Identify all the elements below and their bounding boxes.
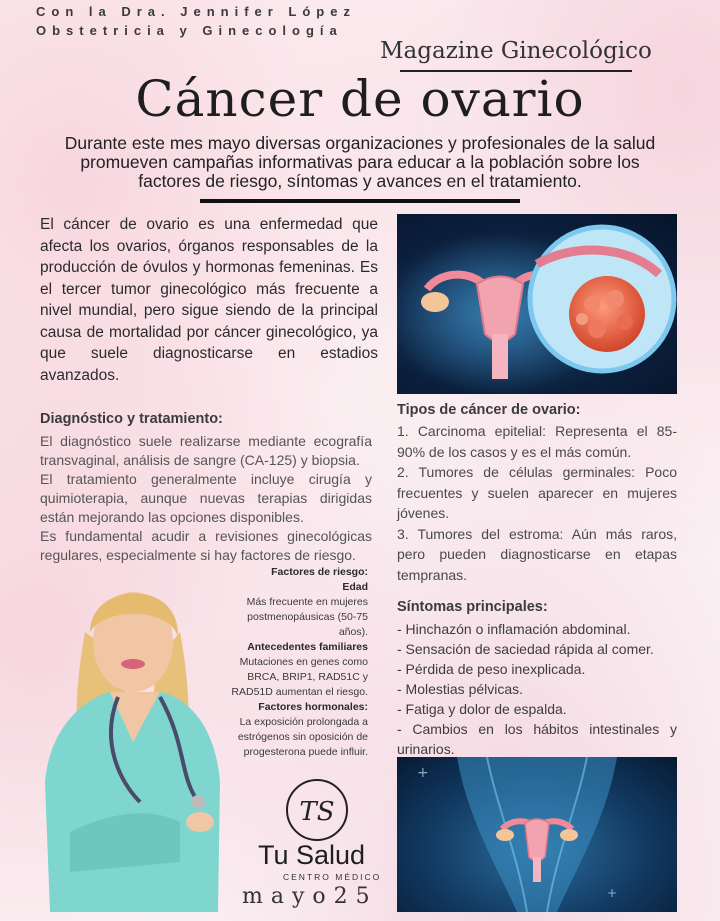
page-title: Cáncer de ovario [135,70,585,128]
cancer-types-list [397,421,677,585]
symptom-item: - Cambios en los hábitos intestinales y urinarios. [397,721,677,757]
symptom-item: - Molestias pélvicas. [397,681,524,697]
diagnosis-paragraph: El diagnóstico suele realizarse mediante ecografía transvaginal, análisis de sangre (CA-125) y biopsia. [40,433,372,468]
family-history-text: Mutaciones en genes como BRCA, BRIP1, RAD51C y RAD51D aumentan el riesgo. [231,656,368,698]
body-paragraph: El cáncer de ovario es una enfermedad que afecta los ovarios, órganos responsables de la producción de óvulos y hormonas femeninas. Es el tercer tumor ginecológico más frecuente a nivel mundial, pero sigue siendo de la principal causa de mortalidad por cáncer ginecológico, ya que suele diagnosticarse en estadios avanzados. [40,216,378,384]
hormonal-factors-text: La exposición prolongada a estrógenos sin oposición de progesterona puede influir. [237,716,368,758]
cancer-type-item: 2. Tumores de células germinales: Poco frecuentes y suelen aparecer en mujeres jóvenes. [397,464,677,521]
uterus-illustration [397,214,677,394]
section-divider [200,199,520,203]
svg-text:+: + [417,765,429,781]
doctor-name-header: Con la Dra. Jennifer López [36,4,356,19]
treatment-paragraph: El tratamiento generalmente incluye cirugía y quimioterapia, aunque nuevas terapias dirigidas están mejorando las opciones disponibles. [40,471,372,525]
symptom-item: - Fatiga y dolor de espalda. [397,701,567,717]
cancer-type-item: 1. Carcinoma epitelial: Representa el 85-90% de los casos y es el más común. [397,423,677,460]
cancer-type-item: 3. Tumores del estroma: Aún más raros, pero pueden diagnosticarse en etapas tempranas. [397,525,677,583]
brand-logo-initials: TS [299,797,335,827]
family-history-label: Antecedentes familiares [247,641,368,653]
issue-date: mayo25 [242,884,378,909]
magazine-label: Magazine Ginecológico [380,38,652,64]
symptoms-heading: Síntomas principales: [397,599,548,615]
symptoms-list [397,619,677,759]
intro-text: Durante este mes mayo diversas organizaciones y profesionales de la salud promueven campañas informativas para educar a la población sobre los factores de riesgo, síntomas y avances en el tratamiento. [64,133,656,191]
brand-subtitle: CENTRO MÉDICO [283,872,382,882]
specialty-header: Obstetricia y Ginecología [36,23,343,38]
cancer-types-heading: Tipos de cáncer de ovario: [397,402,581,418]
brand-logo [282,775,352,845]
pelvis-illustration [397,757,677,912]
diagnosis-heading: Diagnóstico y tratamiento: [40,411,223,427]
symptom-item: - Hinchazón o inflamación abdominal. [397,621,631,637]
symptom-item: - Sensación de saciedad rápida al comer. [397,641,654,657]
age-text: Más frecuente en mujeres postmenopáusicas (50-75 años). [246,596,368,638]
hormonal-factors-label: Factores hormonales: [258,701,368,713]
risk-factors-heading: Factores de riesgo: [271,566,368,578]
checkup-paragraph: Es fundamental acudir a revisiones ginecológicas regulares, especialmente si hay factores de riesgo. [40,528,372,563]
svg-text:+: + [607,886,618,900]
doctor-portrait [30,572,245,912]
risk-factors-box [230,565,368,760]
brand-name: Tu Salud [258,840,366,870]
age-label: Edad [342,581,368,593]
symptom-item: - Pérdida de peso inexplicada. [397,661,586,677]
diagnosis-text [40,432,372,565]
